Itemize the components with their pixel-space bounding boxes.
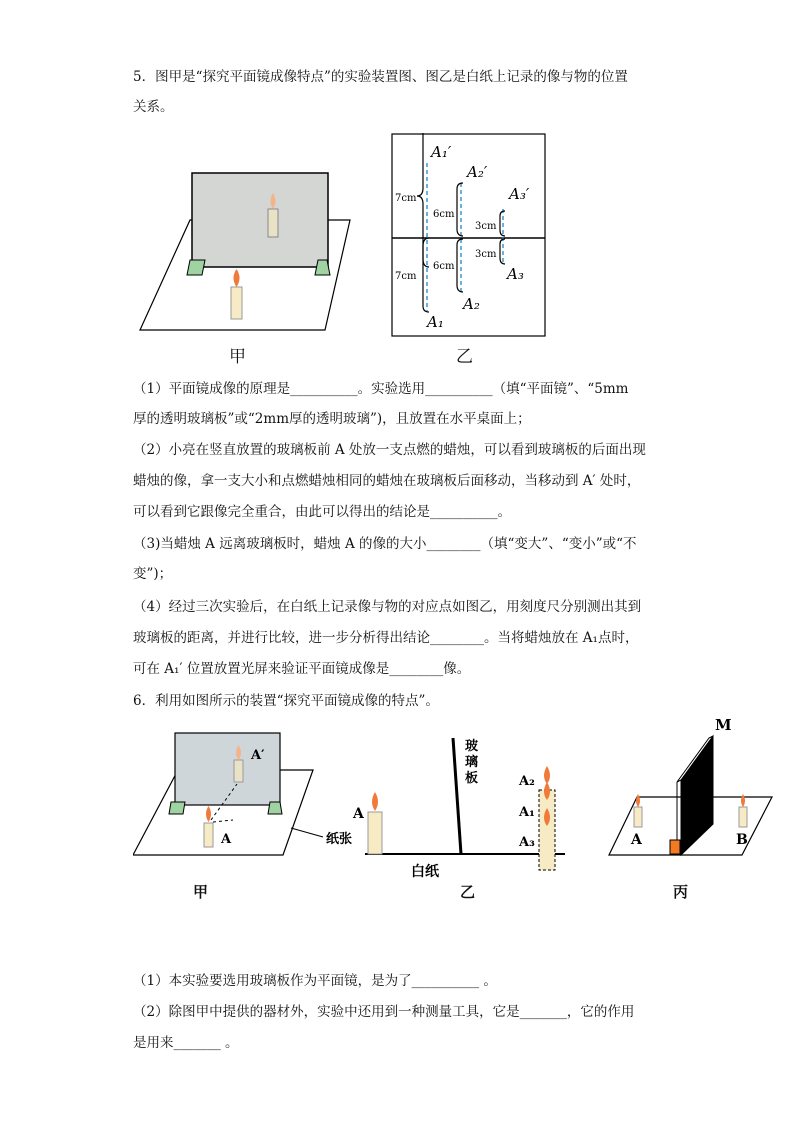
q5-part2-line1: （2）小亮在竖直放置的玻璃板前 A 处放一支点燃的蜡烛，可以看到玻璃板的后面出现	[133, 442, 646, 458]
candle-object	[231, 287, 242, 319]
flame-object	[234, 269, 240, 287]
candle-A	[634, 807, 642, 827]
q5-figure-jia	[135, 165, 370, 335]
candle-image	[268, 209, 278, 237]
label-A: A	[221, 832, 232, 847]
label-A2: A₂	[519, 774, 535, 789]
stand-right	[268, 802, 282, 814]
q5-stem-line-2: 关系。	[133, 99, 174, 115]
label-7cm-bottom: 7cm	[395, 271, 417, 282]
q5-part2-line3: 可以看到它跟像完全重合，由此可以得出的结论是__________。	[133, 504, 511, 520]
q5-part1-line1: （1）平面镜成像的原理是__________。实验选用__________（填“平面镜”、“5mm	[133, 381, 629, 397]
q5-part4-line2: 玻璃板的距离，并进行比较，进一步分析得出结论________。当将蜡烛放在 A₁点时，	[133, 630, 639, 646]
label-A1p: A₁′	[431, 143, 452, 161]
label-A3p: A₃′	[509, 185, 530, 203]
stand-right	[315, 260, 330, 275]
label-glass-3: 板	[465, 771, 479, 786]
q6-caption-yi: 乙	[460, 883, 476, 901]
glass-plate	[192, 173, 328, 267]
q6-caption-bing: 丙	[673, 883, 689, 901]
q5-part4-line3: 可在 A₁′ 位置放置光屏来验证平面镜成像是________像。	[133, 661, 471, 677]
label-A2: A₂	[463, 295, 480, 313]
label-glass-1: 玻	[465, 739, 479, 754]
stand-left	[187, 260, 205, 275]
q6-part2-line2: 是用来_______ 。	[133, 1035, 239, 1051]
label-A3: A₃	[507, 265, 524, 283]
q6-part1: （1）本实验要选用玻璃板作为平面镜，是为了__________ 。	[133, 973, 497, 989]
label-3cm-top: 3cm	[475, 221, 497, 232]
label-B: B	[736, 832, 748, 848]
q5-part1-line2: 厚的透明玻璃板”或“2mm厚的透明玻璃”)，且放置在水平桌面上；	[133, 411, 531, 427]
q5-caption-yi: 乙	[456, 347, 473, 367]
label-3cm-bottom: 3cm	[475, 249, 497, 260]
label-glass-2: 璃	[465, 755, 479, 770]
q6-figure-jia	[133, 730, 358, 860]
stand-left	[169, 802, 185, 814]
candle-images	[539, 790, 555, 870]
label-A3: A₃	[519, 835, 535, 850]
q5-part2-line2: 蜡烛的像，拿一支大小和点燃蜡烛相同的蜡烛在玻璃板后面移动，当移动到 A′ 处时，	[133, 473, 641, 489]
candle-B	[739, 807, 747, 827]
q6-part2-line1: （2）除图甲中提供的器材外，实验中还用到一种测量工具，它是_______，它的作用	[133, 1004, 635, 1020]
q6-stem: 6．利用如图所示的装置“探究平面镜成像的特点”。	[133, 693, 439, 709]
label-paper: 纸张	[326, 832, 353, 847]
label-Ap: A′	[251, 748, 265, 763]
label-A: A	[353, 806, 364, 822]
label-A1: A₁	[519, 805, 535, 820]
label-6cm-top: 6cm	[433, 209, 455, 220]
glass-plate	[175, 733, 280, 805]
q5-stem-line-1: 5．图甲是“探究平面镜成像特点”的实验装置图、图乙是白纸上记录的像与物的位置	[133, 69, 628, 85]
label-A2p: A₂′	[467, 163, 488, 181]
candle-image	[234, 760, 243, 782]
candle-object	[204, 823, 213, 847]
q6-figure-bing	[607, 712, 777, 862]
label-7cm-top: 7cm	[395, 193, 417, 204]
q5-part3-line1: （3)当蜡烛 A 远离玻璃板时，蜡烛 A 的像的大小________（填“变大”、“变小”或“不	[133, 536, 637, 552]
label-6cm-bottom: 6cm	[433, 261, 455, 272]
candle-A	[368, 812, 382, 854]
q6-figure-yi	[345, 730, 575, 880]
label-A1: A₁	[427, 313, 444, 331]
q5-figure-yi	[391, 133, 547, 338]
flame-object	[206, 806, 211, 822]
q5-part4-line1: （4）经过三次实验后，在白纸上记录像与物的对应点如图乙，用刻度尺分别测出其到	[133, 599, 642, 615]
label-M: M	[715, 716, 732, 734]
label-white-paper: 白纸	[411, 864, 439, 880]
q6-caption-jia: 甲	[193, 883, 209, 901]
q5-caption-jia: 甲	[229, 347, 246, 367]
label-A: A	[631, 832, 642, 848]
q5-part3-line2: 变”)；	[133, 566, 173, 582]
stand	[670, 840, 680, 854]
flame-A	[372, 792, 378, 811]
glass-plate-line	[453, 738, 461, 854]
